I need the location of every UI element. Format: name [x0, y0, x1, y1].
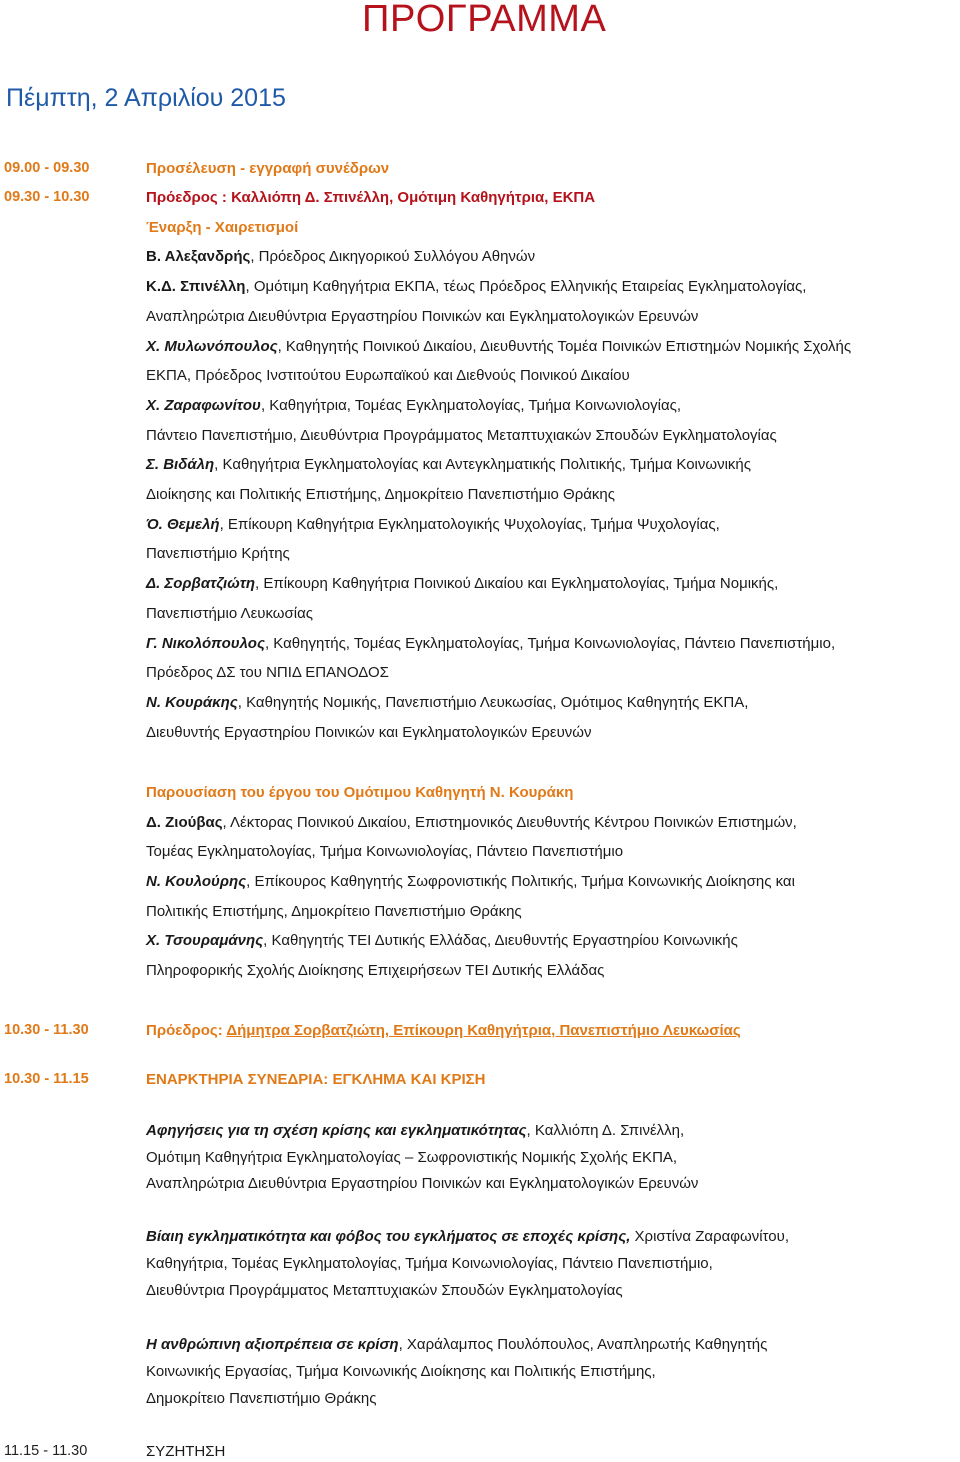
talk-title: Αφηγήσεις για τη σχέση κρίσης και εγκληματικότητας [146, 1122, 527, 1139]
speaker-6-line2: Πανεπιστήμιο Λευκωσίας [146, 605, 313, 622]
talk-1-line2: Ομότιμη Καθηγήτρια Εγκληματολογίας – Σωφρονιστικής Νομικής Σχολής ΕΚΠΑ, [146, 1149, 678, 1166]
speaker-name: Χ. Ζαραφωνίτου [146, 397, 261, 414]
talk-speaker: Χριστίνα Ζαραφωνίτου, [630, 1228, 789, 1245]
speaker-role: , Επίκουρη Καθηγήτρια Ποινικού Δικαίου και Εγκληματολογίας, Τμήμα Νομικής, [255, 575, 779, 592]
speaker-3-line1 [146, 397, 681, 415]
speaker-name: Χ. Μυλωνόπουλος [146, 338, 278, 355]
speaker-role: , Επίκουρη Καθηγήτρια Εγκληματολογικής Ψυχολογίας, Τμήμα Ψυχολογίας, [219, 516, 720, 533]
talk-1-line1 [146, 1122, 684, 1140]
presenter-name: Χ. Τσουραμάνης [146, 932, 264, 949]
session-title-5: ΣΥΖΗΤΗΣΗ [146, 1443, 226, 1460]
session-time-2: 09.30 - 10.30 [4, 189, 90, 205]
speaker-5-line1 [146, 516, 720, 534]
welcome-role: , Πρόεδρος Δικηγορικού Συλλόγου Αθηνών [250, 248, 536, 265]
speaker-8-line1 [146, 694, 748, 712]
welcome-name: Β. Αλεξανδρής [146, 248, 251, 265]
presenter-name: Ν. Κουλούρης [146, 873, 247, 890]
talk-3-line2: Κοινωνικής Εργασίας, Τμήμα Κοινωνικής Διοίκησης και Πολιτικής Επιστήμης, [146, 1363, 656, 1380]
speaker-3-line2: Πάντειο Πανεπιστήμιο, Διευθύντρια Προγράμματος Μεταπτυχιακών Σπουδών Εγκληματολογίας [146, 427, 777, 444]
speaker-2-line2: ΕΚΠΑ, Πρόεδρος Ινστιτούτου Ευρωπαϊκού και Διεθνούς Ποινικού Δικαίου [146, 367, 630, 384]
speaker-7-line1 [146, 635, 835, 653]
presenter-2-line1 [146, 873, 795, 891]
presentation-heading: Παρουσίαση του έργου του Ομότιμου Καθηγητή Ν. Κουράκη [146, 784, 574, 801]
session-time-1: 09.00 - 09.30 [4, 160, 90, 176]
speaker-4-line2: Διοίκησης και Πολιτικής Επιστήμης, Δημοκρίτειο Πανεπιστήμιο Θράκης [146, 486, 615, 503]
presenter-role: , Καθηγητής ΤΕΙ Δυτικής Ελλάδας, Διευθυντής Εργαστηρίου Κοινωνικής [263, 932, 738, 949]
speaker-role: , Καθηγητής, Τομέας Εγκληματολογίας, Τμήμα Κοινωνιολογίας, Πάντειο Πανεπιστήμιο, [264, 635, 836, 652]
speaker-1-line1 [146, 278, 806, 296]
speaker-1-line2: Αναπληρώτρια Διευθύντρια Εργαστηρίου Ποινικών και Εγκληματολογικών Ερευνών [146, 308, 699, 325]
speaker-name: Ν. Κουράκης [146, 694, 238, 711]
presenter-name: Δ. Ζιούβας [146, 814, 223, 831]
speaker-name: Γ. Νικολόπουλος [146, 635, 265, 652]
presenter-role: , Λέκτορας Ποινικού Δικαίου, Επιστημονικός Διευθυντής Κέντρου Ποινικών Επιστημών, [222, 814, 797, 831]
presenter-2-line2: Πολιτικής Επιστήμης, Δημοκρίτειο Πανεπιστήμιο Θράκης [146, 903, 522, 920]
presenter-1-line1 [146, 814, 797, 832]
speaker-role: , Ομότιμη Καθηγήτρια ΕΚΠΑ, τέως Πρόεδρος Ελληνικής Εταιρείας Εγκληματολογίας, [245, 278, 807, 295]
program-date: Πέμπτη, 2 Απριλίου 2015 [6, 84, 286, 112]
talk-speaker: , Χαράλαμπος Πουλόπουλος, Αναπληρωτής Καθηγητής [398, 1336, 768, 1353]
speaker-role: , Καθηγητής Νομικής, Πανεπιστήμιο Λευκωσίας, Ομότιμος Καθηγητής ΕΚΠΑ, [237, 694, 749, 711]
presenter-role: , Επίκουρος Καθηγητής Σωφρονιστικής Πολιτικής, Τμήμα Κοινωνικής Διοίκησης και [246, 873, 795, 890]
speaker-name: Δ. Σορβατζιώτη [146, 575, 256, 592]
speaker-6-line1 [146, 575, 778, 593]
speaker-8-line2: Διευθυντής Εργαστηρίου Ποινικών και Εγκληματολογικών Ερευνών [146, 724, 592, 741]
page-title: ΠΡΟΓΡΑΜΜΑ [362, 0, 607, 40]
speaker-name: Κ.Δ. Σπινέλλη [146, 278, 246, 295]
chair-label: Πρόεδρος: [146, 1022, 227, 1039]
talk-title: Βίαιη εγκληματικότητα και φόβος του εγκλήματος σε εποχές κρίσης, [146, 1228, 631, 1245]
speaker-name: Σ. Βιδάλη [146, 456, 215, 473]
speaker-5-line2: Πανεπιστήμιο Κρήτης [146, 545, 290, 562]
talk-title: Η ανθρώπινη αξιοπρέπεια σε κρίση [146, 1336, 399, 1353]
talk-3-line3: Δημοκρίτειο Πανεπιστήμιο Θράκης [146, 1390, 377, 1407]
chair-name: Δήμητρα Σορβατζιώτη, Επίκουρη Καθηγήτρια, Πανεπιστήμιο Λευκωσίας [226, 1022, 741, 1039]
speaker-role: , Καθηγήτρια Εγκληματολογίας και Αντεγκληματικής Πολιτικής, Τμήμα Κοινωνικής [214, 456, 752, 473]
talk-2-line3: Διευθύντρια Προγράμματος Μεταπτυχιακών Σπουδών Εγκληματολογίας [146, 1282, 623, 1299]
presenter-3-line2: Πληροφορικής Σχολής Διοίκησης Επιχειρήσεων ΤΕΙ Δυτικής Ελλάδας [146, 962, 605, 979]
talk-1-line3: Αναπληρώτρια Διευθύντρια Εργαστηρίου Ποινικών και Εγκληματολογικών Ερευνών [146, 1175, 699, 1192]
session-chair-3 [146, 1022, 741, 1040]
session-title-1: Προσέλευση - εγγραφή συνέδρων [146, 160, 390, 177]
speaker-2-line1 [146, 338, 851, 356]
welcome-line [146, 248, 535, 266]
speaker-role: , Καθηγητής Ποινικού Δικαίου, Διευθυντής Τομέα Ποινικών Επιστημών Νομικής Σχολής [277, 338, 852, 355]
presenter-3-line1 [146, 932, 738, 950]
session-time-4: 10.30 - 11.15 [4, 1071, 89, 1087]
presenter-1-line2: Τομέας Εγκληματολογίας, Τμήμα Κοινωνιολογίας, Πάντειο Πανεπιστήμιο [146, 843, 624, 860]
session-time-3: 10.30 - 11.30 [4, 1022, 89, 1038]
speaker-name: Ό. Θεμελή [146, 516, 220, 533]
talk-2-line1 [146, 1228, 789, 1246]
talk-2-line2: Καθηγήτρια, Τομέας Εγκληματολογίας, Τμήμα Κοινωνιολογίας, Πάντειο Πανεπιστήμιο, [146, 1255, 713, 1272]
speaker-7-line2: Πρόεδρος ΔΣ του ΝΠΙΔ ΕΠΑΝΟΔΟΣ [146, 664, 389, 681]
session-time-5: 11.15 - 11.30 [4, 1443, 88, 1459]
session-chair-2: Πρόεδρος : Καλλιόπη Δ. Σπινέλλη, Ομότιμη Καθηγήτρια, ΕΚΠΑ [146, 189, 596, 206]
speaker-4-line1 [146, 456, 751, 474]
talk-3-line1 [146, 1336, 767, 1354]
opening-heading: Έναρξη - Χαιρετισμοί [146, 219, 299, 236]
speaker-role: , Καθηγήτρια, Τομέας Εγκληματολογίας, Τμήμα Κοινωνιολογίας, [260, 397, 682, 414]
session-title-4: ΕΝΑΡΚΤΗΡΙΑ ΣΥΝΕΔΡΙΑ: ΕΓΚΛΗΜΑ ΚΑΙ ΚΡΙΣΗ [146, 1071, 486, 1088]
talk-speaker: , Καλλιόπη Δ. Σπινέλλη, [526, 1122, 685, 1139]
